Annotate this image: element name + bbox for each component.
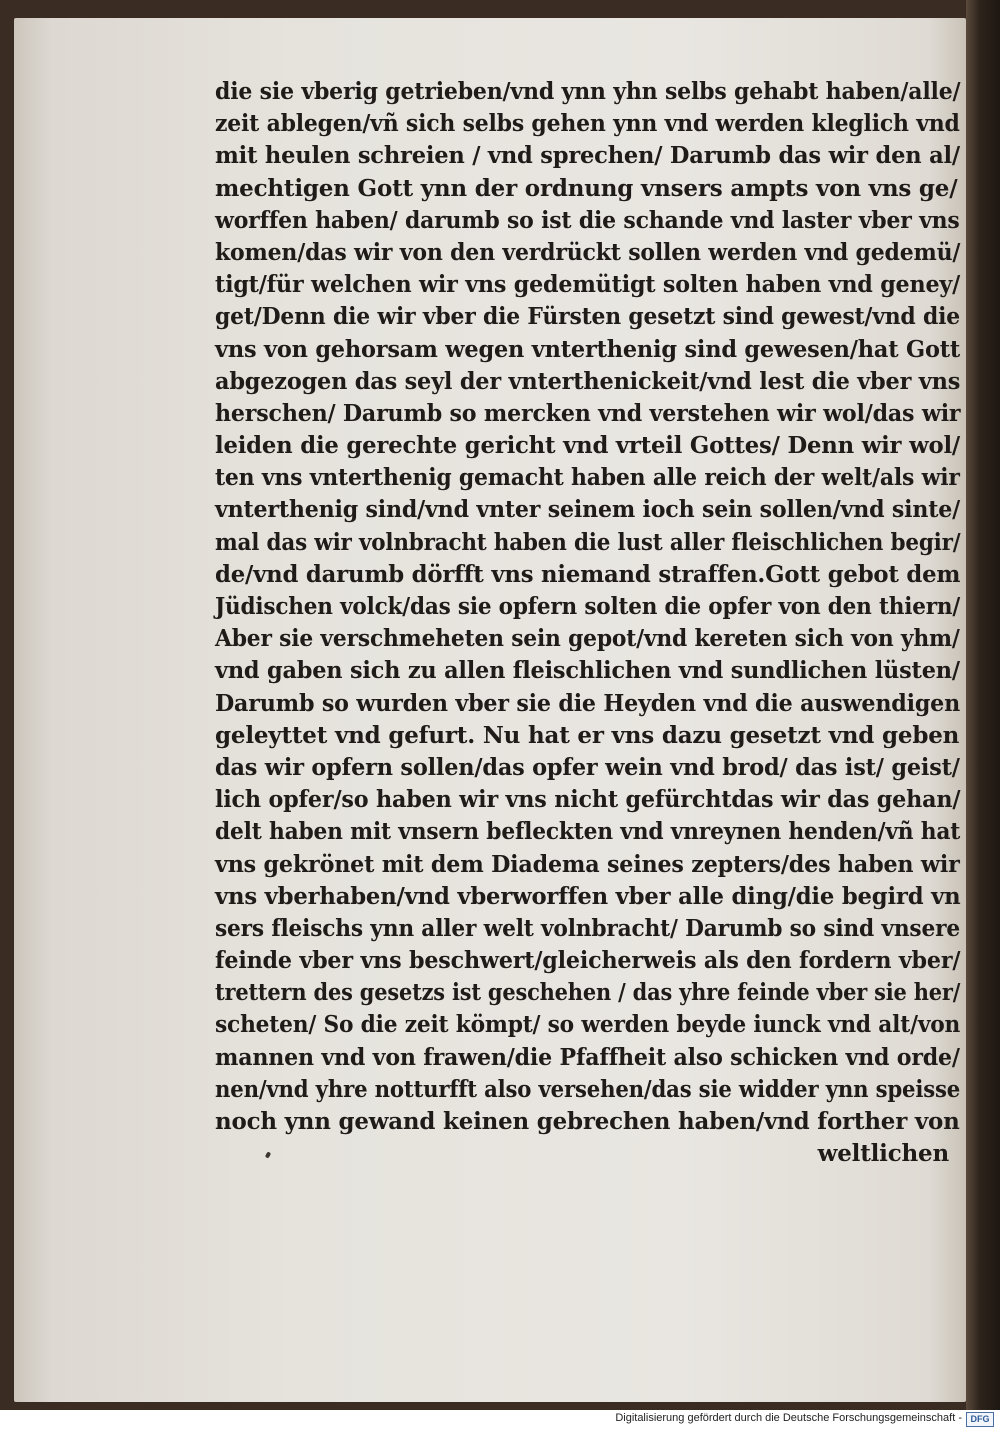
text-line: ten vns vnterthenig gemacht haben alle reich der welt/als wir bbox=[215, 464, 960, 492]
text-line: Aber sie verschmeheten sein gepot/vnd kereten sich von yhm/ bbox=[215, 625, 960, 653]
text-line: abgezogen das seyl der vnterthenickeit/vnd lest die vber vns bbox=[215, 367, 961, 395]
text-line: worffen haben/ darumb so ist die schande vnd laster vber vns bbox=[215, 206, 960, 234]
text-line: mechtigen Gott ynn der ordnung vnsers ampts von vns ge/ bbox=[215, 174, 958, 202]
text-line: vns von gehorsam wegen vnterthenig sind gewesen/hat Gott bbox=[215, 335, 961, 363]
text-line: die sie vberig getrieben/vnd ynn yhn selbs gehabt haben/alle/ bbox=[215, 78, 961, 105]
text-line: mal das wir volnbracht haben die lust aller fleischlichen begir/ bbox=[215, 528, 961, 556]
text-line: leiden die gerechte gericht vnd vrteil Gottes/ Denn wir wol/ bbox=[215, 432, 961, 460]
text-line: get/Denn die wir vber die Fürsten gesetzt sind gewest/vnd die bbox=[215, 303, 960, 331]
text-line: vns vberhaben/vnd vberworffen vber alle ding/die begird vn bbox=[215, 882, 961, 910]
footer-strip bbox=[0, 1410, 1000, 1431]
text-line: mit heulen schreien / vnd sprechen/ Darumb das wir den al/ bbox=[215, 142, 960, 170]
text-line: Darumb so wurden vber sie die Heyden vnd die auswendigen bbox=[215, 689, 961, 717]
text-line: geleyttet vnd gefurt. Nu hat er vns dazu gesetzt vnd geben bbox=[215, 721, 960, 749]
text-line: zeit ablegen/vñ sich selbs gehen ynn vnd werden kleglich vnd bbox=[215, 110, 960, 138]
text-line: trettern des gesetzs ist geschehen / das yhre feinde vber sie her/ bbox=[215, 979, 961, 1007]
text-line: herschen/ Darumb so mercken vnd verstehen wir wol/das wir bbox=[215, 399, 961, 427]
text-line: delt haben mit vnsern befleckten vnd vnreynen henden/vñ hat bbox=[215, 818, 961, 846]
text-line: scheten/ So die zeit kömpt/ so werden beyde iunck vnd alt/von bbox=[215, 1011, 961, 1039]
text-line: komen/das wir von den verdrückt sollen werden vnd gedemü/ bbox=[215, 238, 961, 266]
text-line: de/vnd darumb dörfft vns niemand straffen.Gott gebot dem bbox=[215, 560, 961, 588]
text-line: noch ynn gewand keinen gebrechen haben/vnd forther von bbox=[215, 1108, 960, 1135]
blackletter-text-block bbox=[215, 76, 975, 1170]
text-line: Jüdischen volck/das sie opfern solten die opfer von den thiern/ bbox=[215, 593, 961, 620]
text-line: das wir opfern sollen/das opfer wein vnd brod/ das ist/ geist/ bbox=[215, 753, 960, 781]
text-line: mannen vnd von frawen/die Pfaffheit also schicken vnd orde/ bbox=[215, 1043, 960, 1071]
text-line: vns gekrönet mit dem Diadema seines zepters/des haben wir bbox=[215, 850, 960, 878]
text-line: vnterthenig sind/vnd vnter seinem ioch sein sollen/vnd sinte/ bbox=[215, 496, 960, 524]
text-line: sers fleischs ynn aller welt volnbracht/ Darumb so sind vnsere bbox=[215, 914, 960, 942]
text-line: vnd gaben sich zu allen fleischlichen vnd sundlichen lüsten/ bbox=[215, 657, 960, 685]
text-line: tigt/für welchen wir vns gedemütigt solten haben vnd geney/ bbox=[215, 271, 961, 299]
text-line: feinde vber vns beschwert/gleicherweis als den fordern vber/ bbox=[215, 947, 961, 975]
catchword: weltlichen bbox=[817, 1140, 949, 1168]
funding-credit: Digitalisierung gefördert durch die Deutsche Forschungsgemeinschaft - bbox=[615, 1412, 962, 1424]
text-line: lich opfer/so haben wir vns nicht gefürchtdas wir das gehan/ bbox=[215, 786, 961, 814]
dfg-logo-icon: DFG bbox=[966, 1412, 994, 1427]
text-line: nen/vnd yhre notturfft also versehen/das sie widder ynn speisse bbox=[215, 1075, 961, 1103]
